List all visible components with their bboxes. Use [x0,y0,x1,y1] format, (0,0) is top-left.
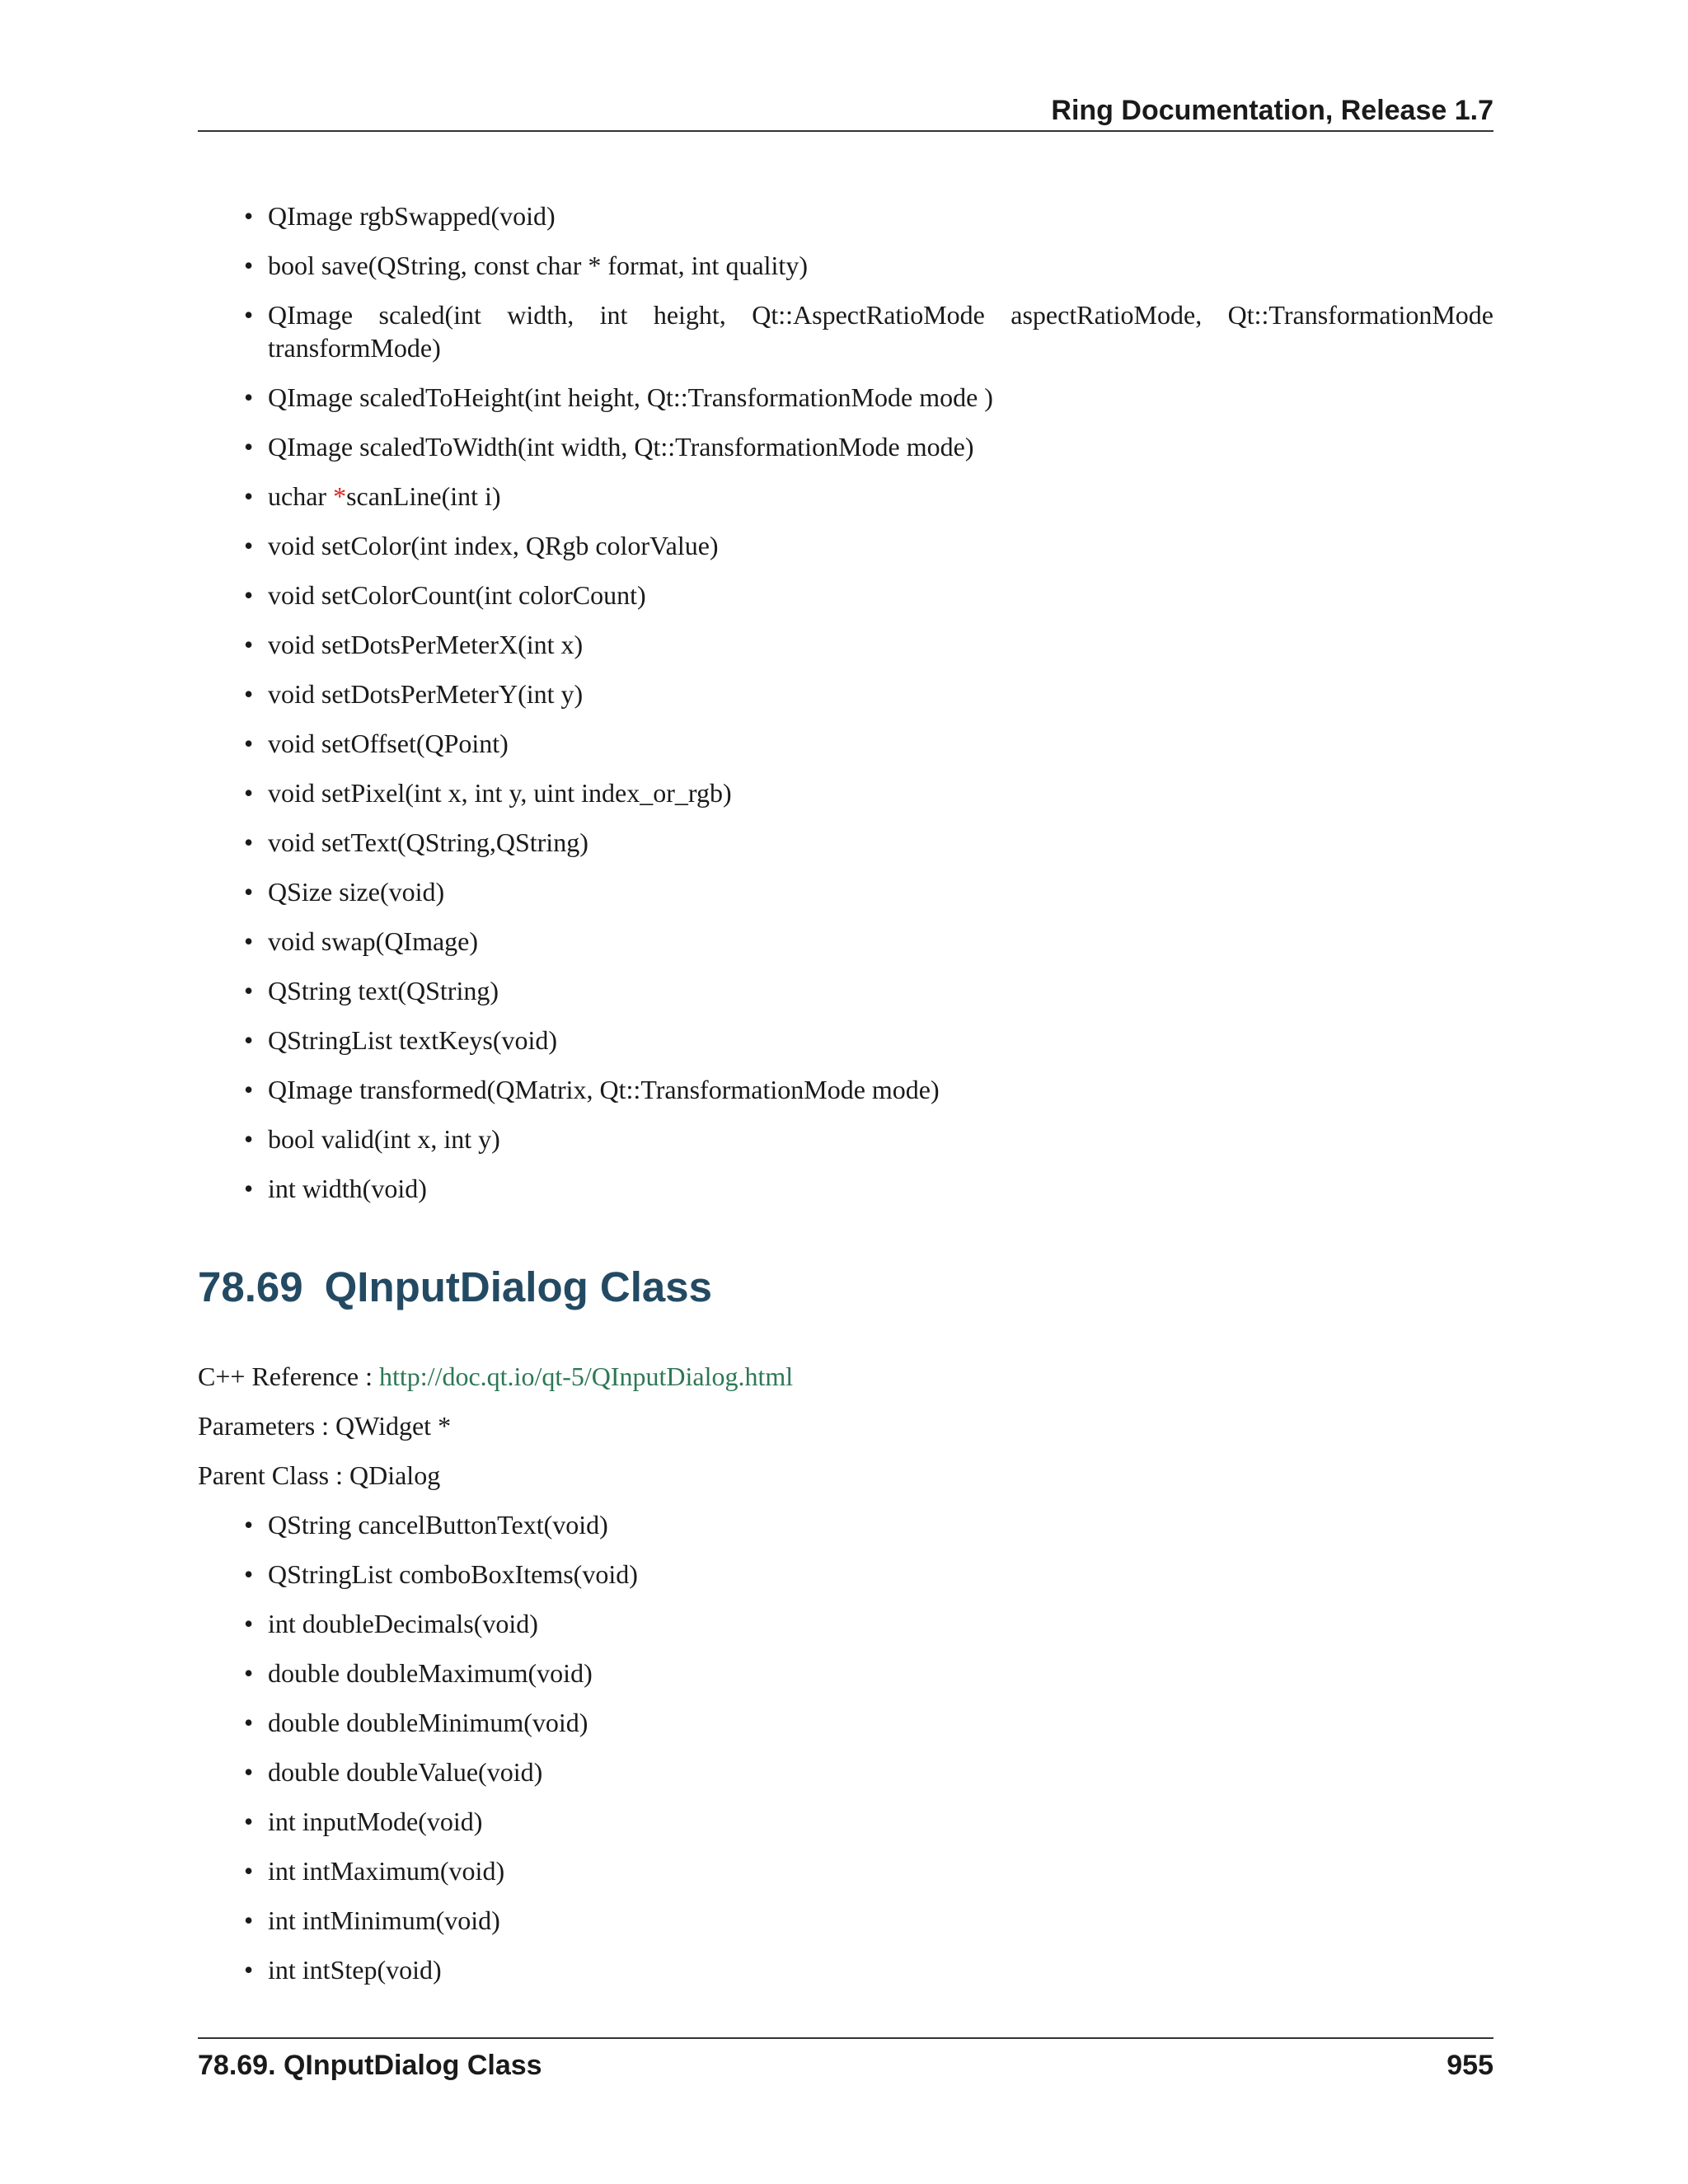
method-item [244,1904,1493,1937]
method-signature: int intStep(void) [268,1955,442,1985]
bullet-icon: • [244,251,254,280]
bullet-icon: • [244,300,254,330]
method-item [244,1706,1493,1739]
section-heading [198,1261,712,1314]
bullet-icon: • [244,1807,254,1836]
method-item [244,1805,1493,1838]
reference-link[interactable]: http://doc.qt.io/qt-5/QInputDialog.html [379,1361,794,1391]
parent-class-line: Parent Class : QDialog [198,1460,441,1490]
method-signature: int intMinimum(void) [268,1905,500,1935]
method-signature: bool valid(int x, int y) [268,1124,500,1154]
bullet-icon: • [244,1658,254,1688]
bullet-icon: • [244,1025,254,1055]
method-item [244,1172,1493,1205]
bullet-icon: • [244,729,254,758]
section-number: 78.69 [198,1263,303,1310]
method-signature: void swap(QImage) [268,926,479,956]
method-item [244,298,1493,364]
method-item [244,1607,1493,1640]
bullet-icon: • [244,679,254,709]
method-item [244,826,1493,859]
method-item [244,199,1493,232]
method-signature: void setText(QString,QString) [268,827,588,857]
page-header [198,92,1493,132]
method-signature-part: uchar [268,481,334,511]
method-signature: QStringList comboBoxItems(void) [268,1559,638,1589]
method-item [244,677,1493,710]
method-signature: void setDotsPerMeterY(int y) [268,679,584,709]
method-signature: QStringList textKeys(void) [268,1025,558,1055]
method-signature-part: scanLine(int i) [346,481,501,511]
method-item [244,381,1493,414]
method-signature: void setOffset(QPoint) [268,729,509,758]
method-signature: void setPixel(int x, int y, uint index_or_rgb) [268,778,732,808]
qinputdialog-method-list [244,1508,1493,2003]
method-item [244,249,1493,282]
method-item [244,480,1493,513]
parameters-line: Parameters : QWidget * [198,1411,452,1441]
method-signature: int inputMode(void) [268,1807,483,1836]
method-item [244,1558,1493,1591]
pointer-star: * [333,481,347,511]
method-item [244,727,1493,760]
method-signature: QImage rgbSwapped(void) [268,201,556,231]
method-signature: QImage scaled(int width, int height, Qt::AspectRatioMode aspectRatioMode, Qt::TransformationMode transformMode) [268,300,1493,363]
bullet-icon: • [244,432,254,462]
bullet-icon: • [244,1856,254,1886]
method-signature: int doubleDecimals(void) [268,1609,538,1638]
section-title: QInputDialog Class [324,1263,713,1310]
method-signature: double doubleMaximum(void) [268,1658,593,1688]
bullet-icon: • [244,1609,254,1638]
bullet-icon: • [244,1905,254,1935]
bullet-icon: • [244,630,254,659]
bullet-icon: • [244,1510,254,1540]
bullet-icon: • [244,1955,254,1985]
bullet-icon: • [244,201,254,231]
method-item [244,579,1493,612]
bullet-icon: • [244,1174,254,1203]
method-signature: QSize size(void) [268,877,445,907]
method-item [244,1024,1493,1057]
qimage-method-list [244,199,1493,1221]
bullet-icon: • [244,877,254,907]
method-signature: double doubleValue(void) [268,1757,543,1787]
method-item [244,1122,1493,1155]
bullet-icon: • [244,1708,254,1737]
bullet-icon: • [244,1075,254,1104]
method-item [244,776,1493,809]
page-number: 955 [1447,2050,1493,2081]
method-item [244,529,1493,562]
method-item [244,925,1493,958]
page-footer [198,2037,1493,2080]
method-signature: void setColorCount(int colorCount) [268,580,646,610]
bullet-icon: • [244,382,254,412]
bullet-icon: • [244,1124,254,1154]
method-signature: QString text(QString) [268,976,499,1005]
reference-label: C++ Reference : [198,1361,379,1391]
method-signature: QImage scaledToHeight(int height, Qt::TransformationMode mode ) [268,382,993,412]
method-signature: bool save(QString, const char * format, int quality) [268,251,808,280]
bullet-icon: • [244,1757,254,1787]
method-item [244,1854,1493,1887]
bullet-icon: • [244,827,254,857]
method-item [244,1073,1493,1106]
method-item [244,1755,1493,1788]
method-signature: double doubleMinimum(void) [268,1708,588,1737]
bullet-icon: • [244,531,254,560]
bullet-icon: • [244,1559,254,1589]
method-signature: QString cancelButtonText(void) [268,1510,608,1540]
method-signature: void setColor(int index, QRgb colorValue) [268,531,719,560]
method-item [244,875,1493,908]
footer-section-label: 78.69. QInputDialog Class [198,2050,542,2081]
method-item [244,628,1493,661]
method-signature: QImage transformed(QMatrix, Qt::TransformationMode mode) [268,1075,940,1104]
method-item [244,974,1493,1007]
method-signature: int width(void) [268,1174,427,1203]
method-item [244,1657,1493,1690]
bullet-icon: • [244,481,254,511]
method-item [244,1508,1493,1541]
bullet-icon: • [244,976,254,1005]
method-signature: QImage scaledToWidth(int width, Qt::TransformationMode mode) [268,432,974,462]
method-signature: int intMaximum(void) [268,1856,505,1886]
document-title: Ring Documentation, Release 1.7 [1051,95,1493,126]
method-item [244,1953,1493,1986]
bullet-icon: • [244,778,254,808]
bullet-icon: • [244,580,254,610]
method-item [244,430,1493,463]
cpp-reference [198,1360,793,1393]
method-signature: void setDotsPerMeterX(int x) [268,630,584,659]
bullet-icon: • [244,926,254,956]
